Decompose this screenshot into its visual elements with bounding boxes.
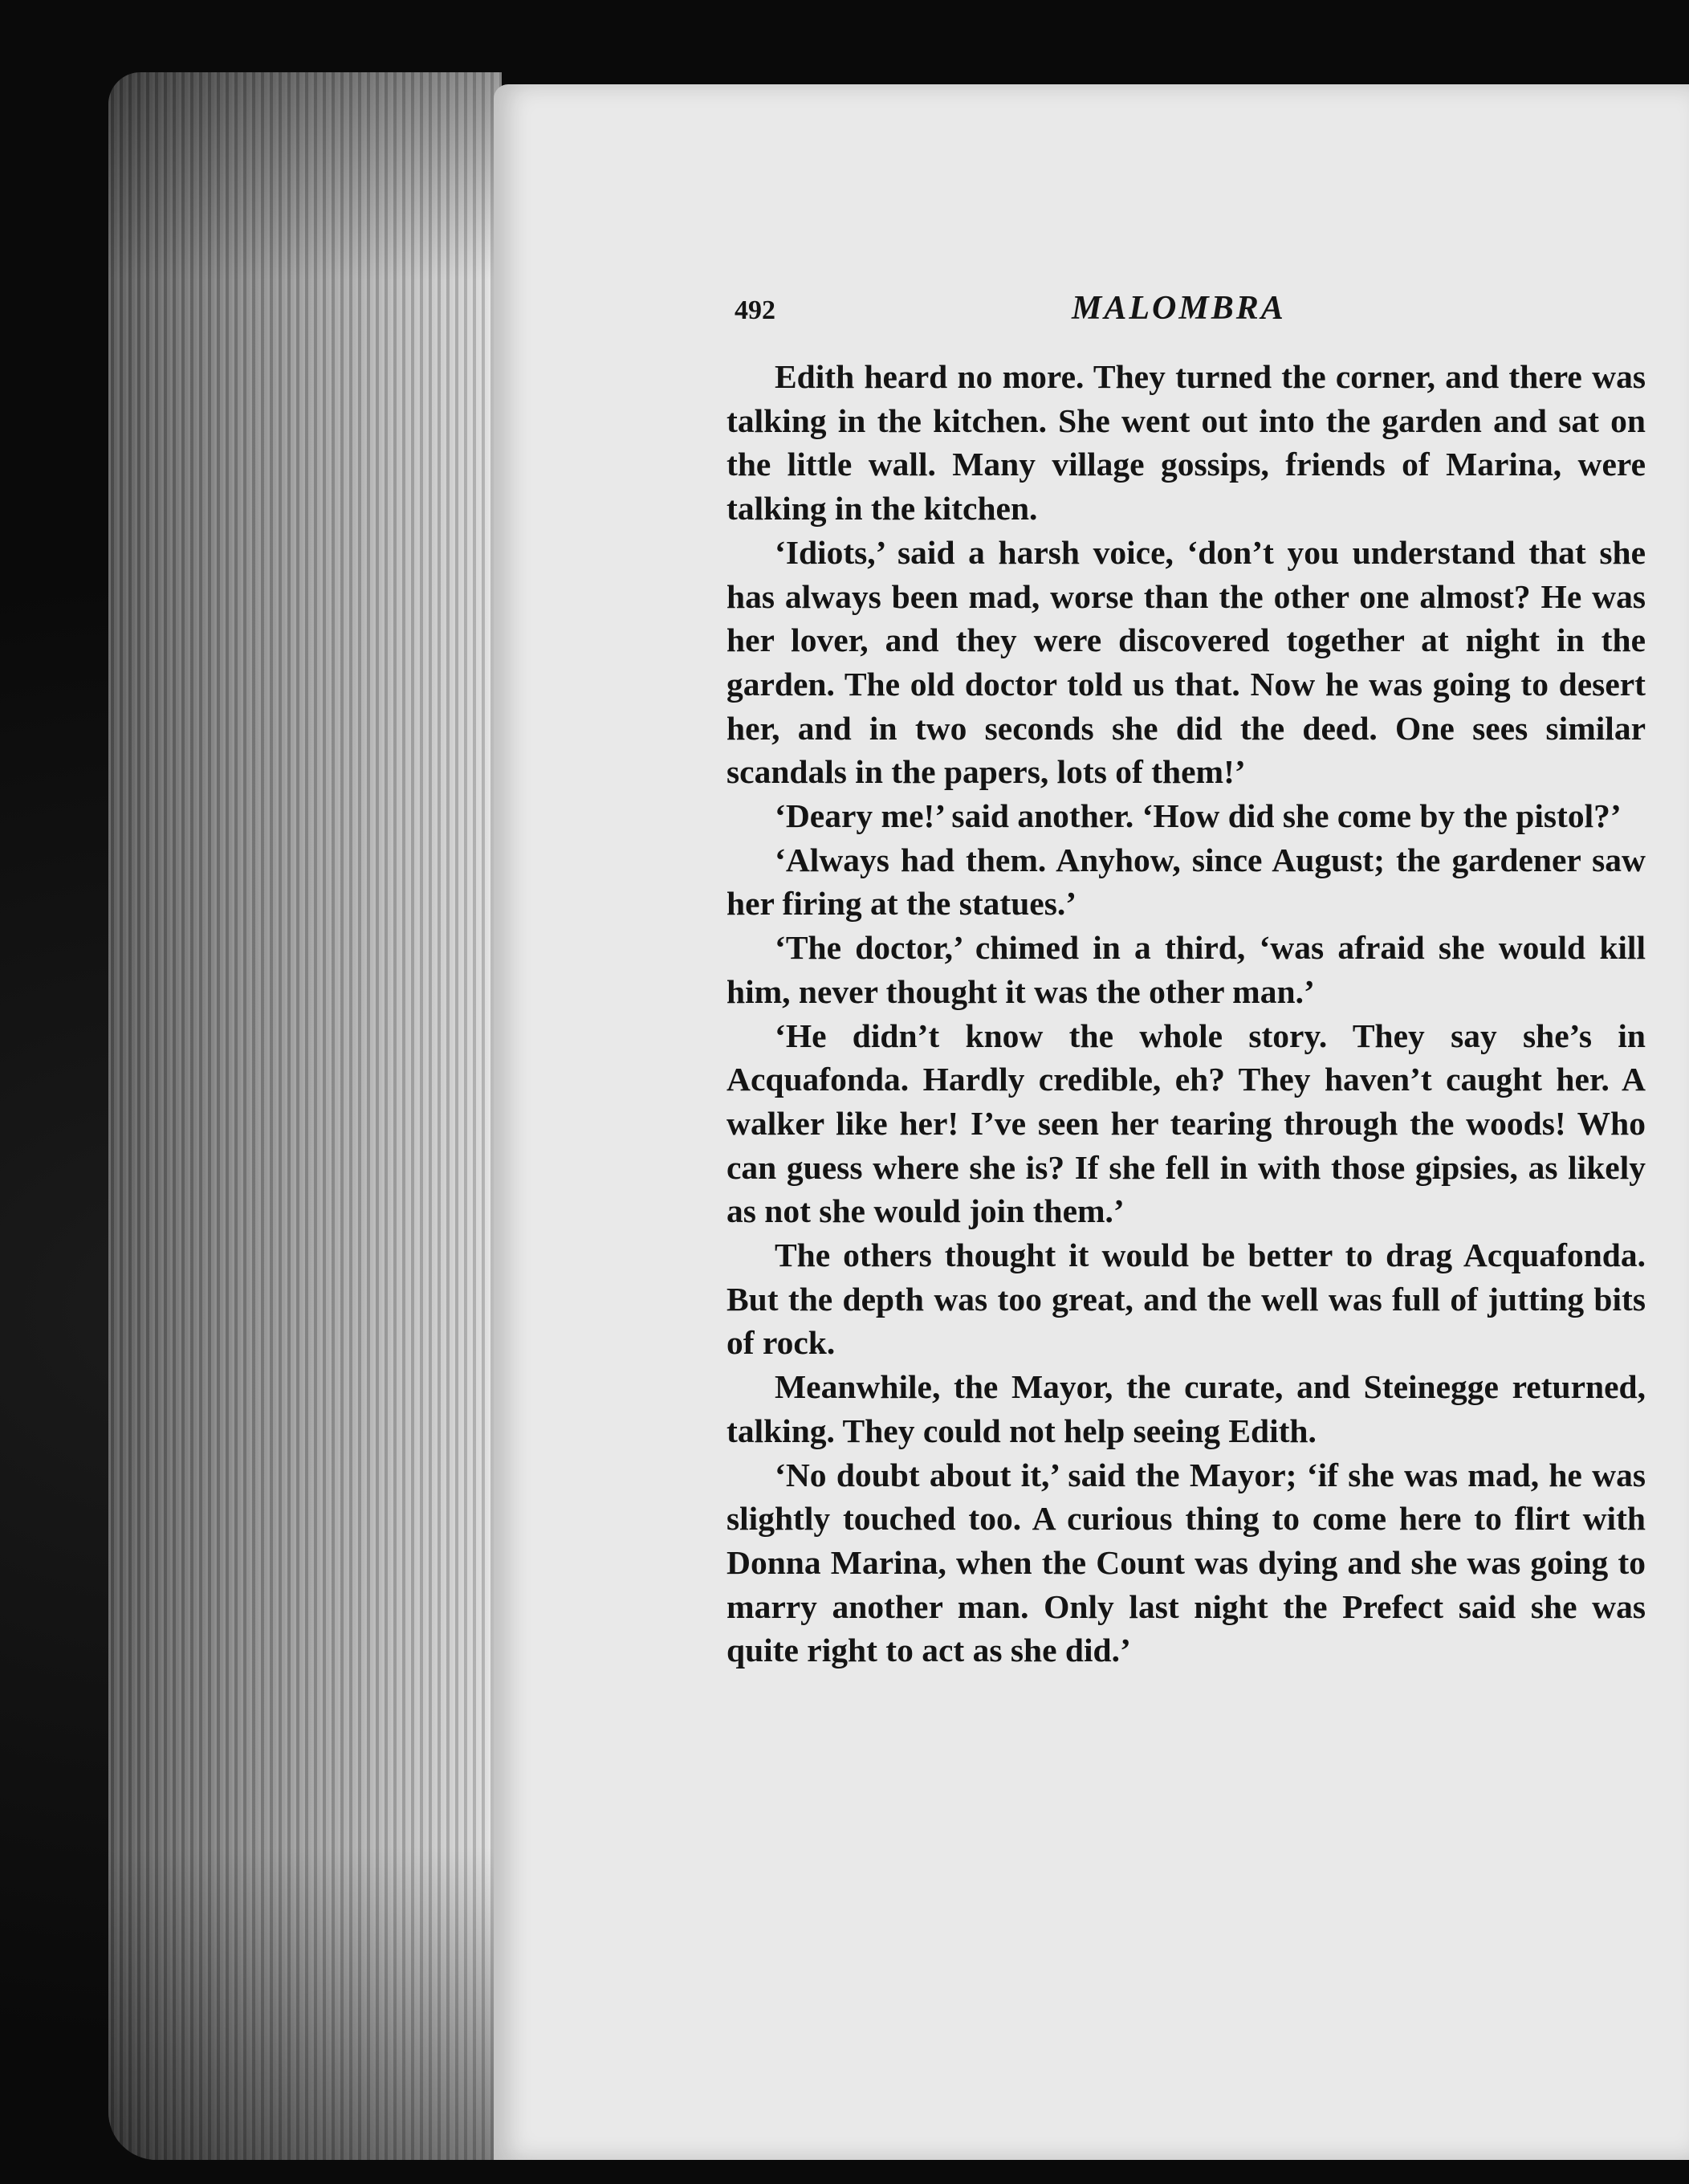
book-page-edges [108, 72, 502, 2160]
paragraph: ‘Deary me!’ said another. ‘How did she come by the pistol?’ [775, 797, 1622, 835]
page-header [735, 289, 1638, 334]
paragraph: ‘No doubt about it,’ said the Mayor; ‘if she was mad, he was slightly touched too. A curious thing to come here to flirt with Donna Marina, when the Count was dying and she was going to marry another man. Only last night the Prefect said she was quite right to act as she did.’ [726, 1456, 1646, 1669]
paragraph: ‘Idiots,’ said a harsh voice, ‘don’t you understand that she has always been mad, worse than the other one almost? He was her lover, and they were discovered together at night in the garden. The old doctor told us that. Now he was going to desert her, and in two seconds she did the deed. One sees similar scandals in the papers, lots of them!’ [726, 533, 1646, 791]
body-text [726, 355, 1646, 1673]
paragraph: ‘He didn’t know the whole story. They say she’s in Acquafonda. Hardly credible, eh? They haven’t caught her. A walker like her! I’ve seen her tearing through the woods! Who can guess where she is? If she fell in with those gipsies, as likely as not she would join them.’ [726, 1017, 1646, 1230]
page-number: 492 [735, 295, 775, 325]
paragraph: Meanwhile, the Mayor, the curate, and Steinegge returned, talking. They could not help seeing Edith. [726, 1368, 1646, 1449]
paragraph: ‘Always had them. Anyhow, since August; the gardener saw her firing at the statues.’ [726, 841, 1646, 923]
paragraph: ‘The doctor,’ chimed in a third, ‘was afraid she would kill him, never thought it was the other man.’ [726, 929, 1646, 1010]
running-title: MALOMBRA [1072, 290, 1286, 327]
paragraph: Edith heard no more. They turned the corner, and there was talking in the kitchen. She went out into the garden and sat on the little wall. Many village gossips, friends of Marina, were talking in the kitchen. [726, 358, 1646, 528]
paragraph: The others thought it would be better to drag Acquafonda. But the depth was too great, and the well was full of jutting bits of rock. [726, 1237, 1646, 1362]
